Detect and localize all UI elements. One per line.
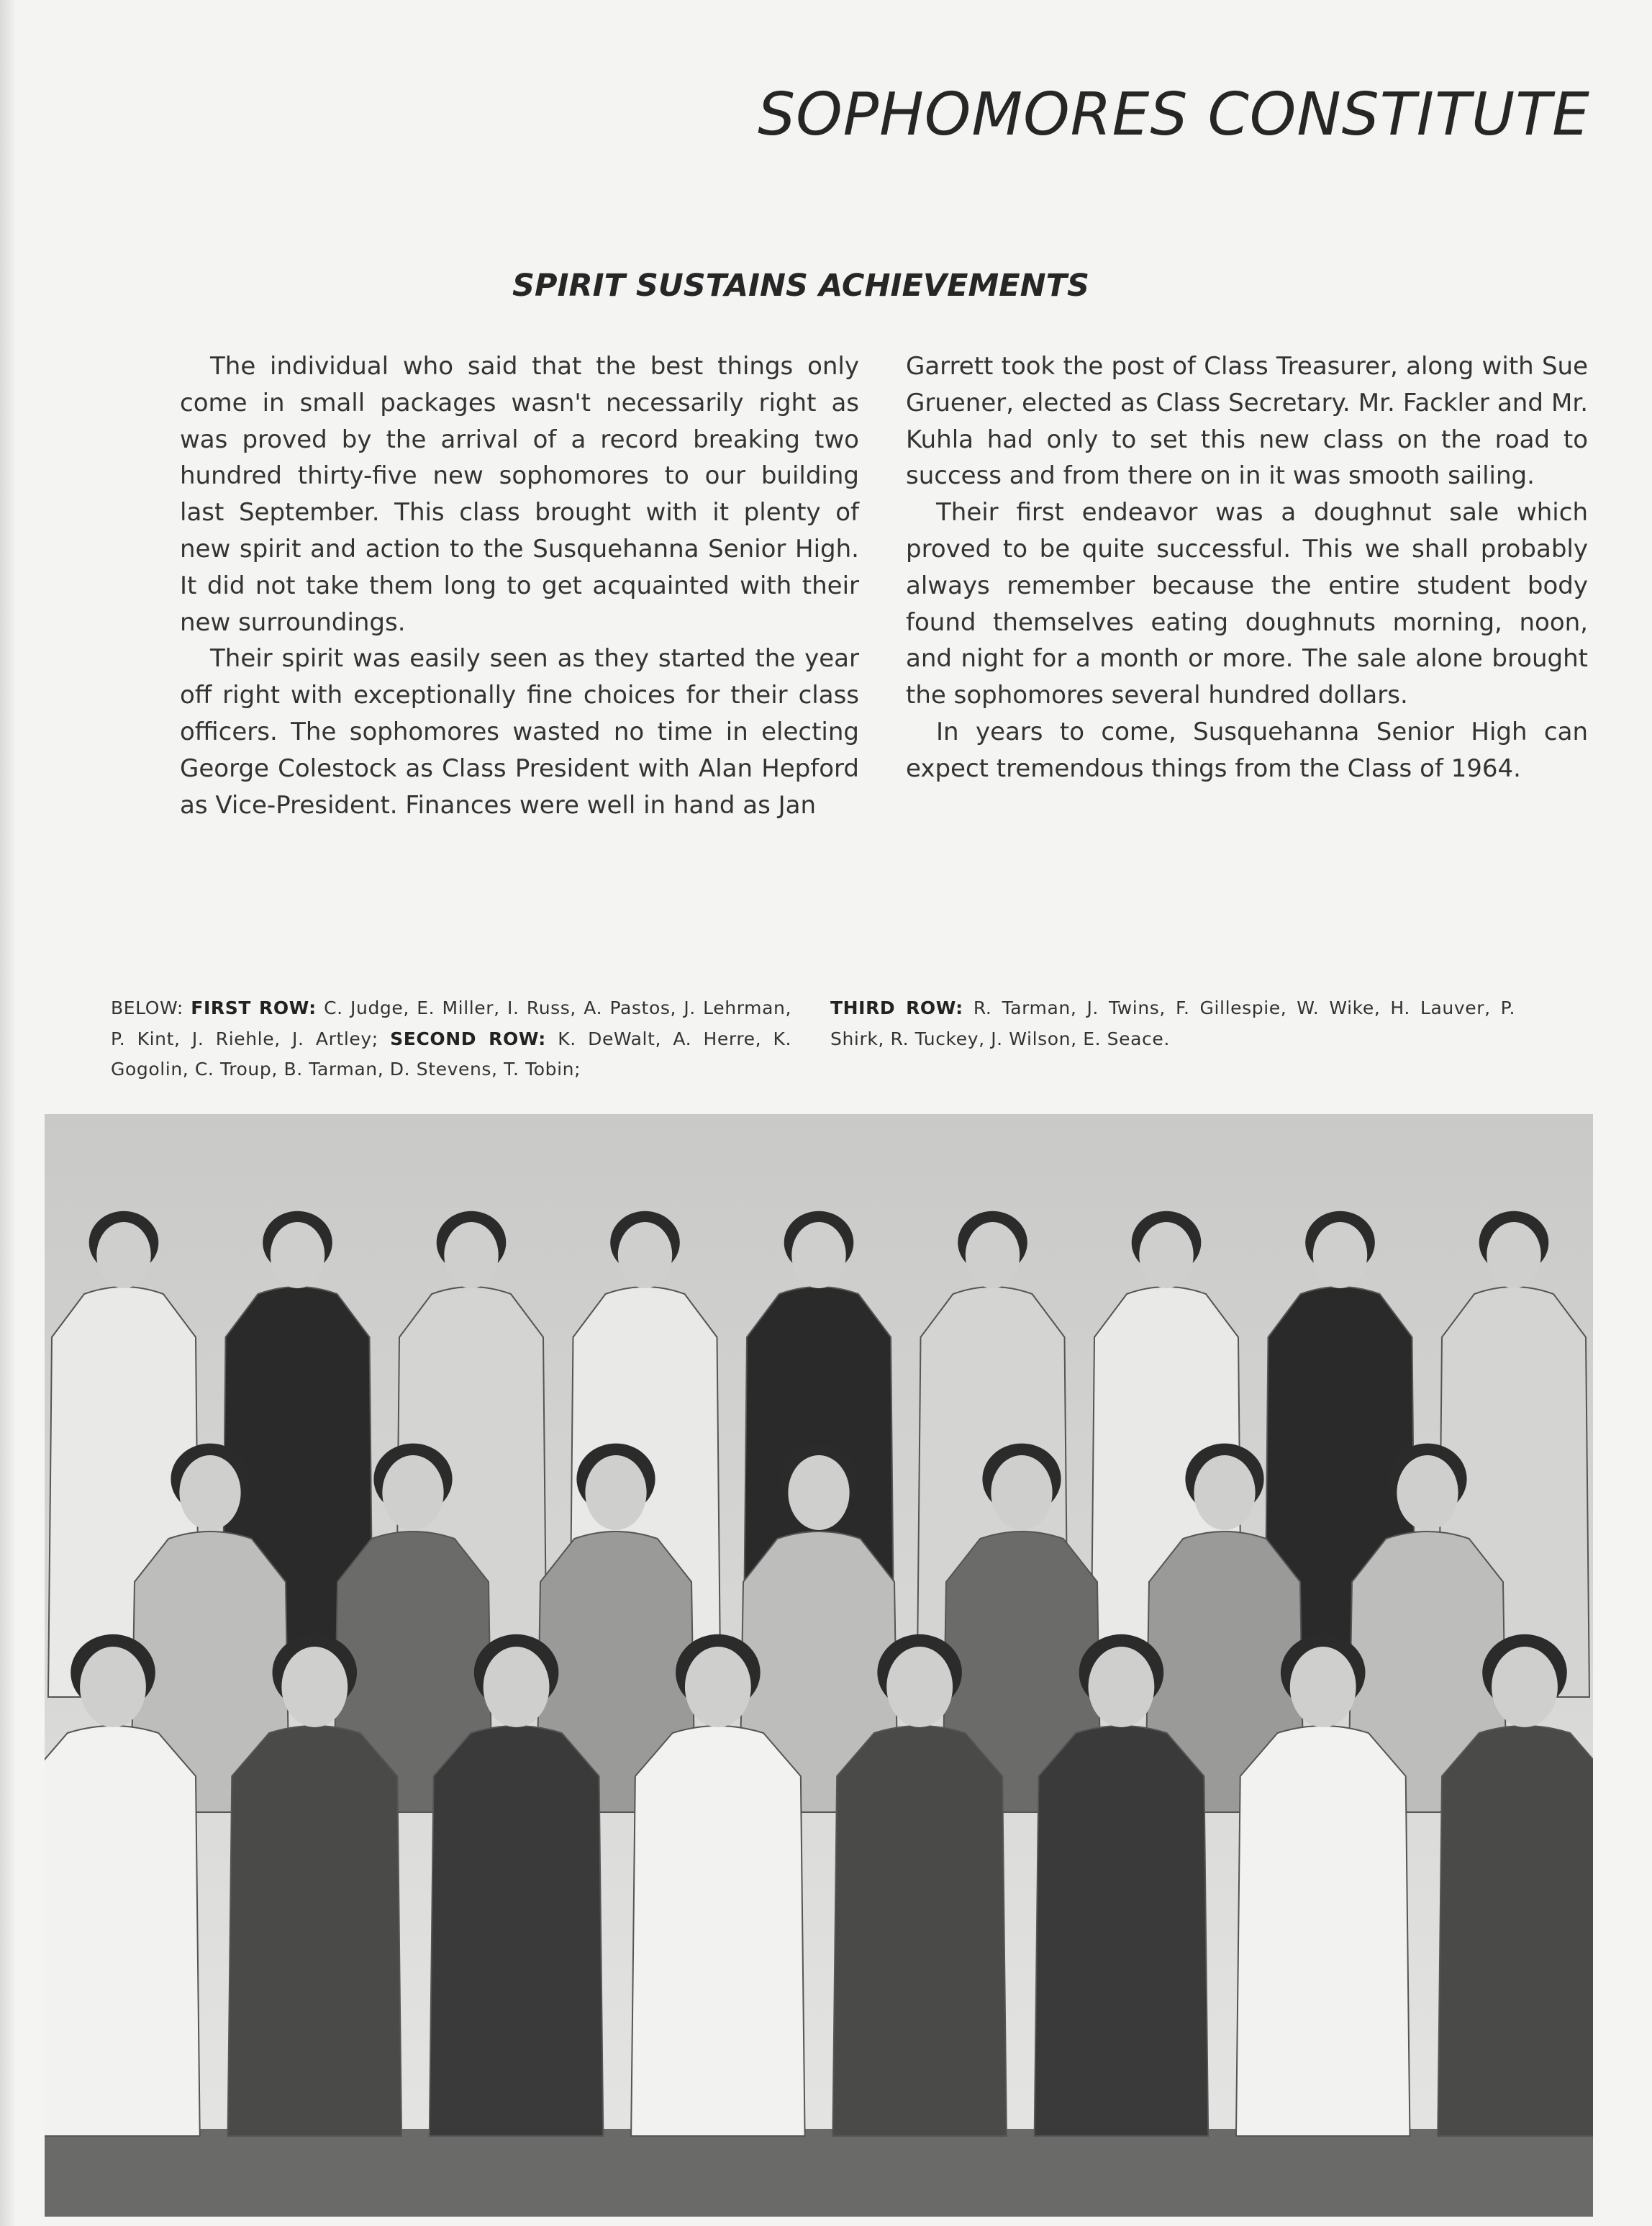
student-face [444, 1222, 498, 1288]
student-face [685, 1647, 751, 1727]
student-face [1089, 1647, 1155, 1727]
student-face [618, 1222, 672, 1288]
article-paragraph: Garrett took the post of Class Treasurer, along with Sue Gruener, elected as Class Secretary. Mr. Fackler and Mr. Kuhla had only to set this new class on the road to success and from there on in it was smooth sailing. [906, 352, 1588, 491]
student-body [631, 1726, 805, 2136]
photo-caption-left [111, 993, 791, 1085]
caption-first-row-label: FIRST ROW: [191, 997, 317, 1018]
student-face [991, 1455, 1052, 1530]
student-face [886, 1647, 953, 1727]
class-group-photo [45, 1114, 1593, 2217]
student-face [788, 1455, 849, 1530]
student-body [1236, 1726, 1410, 2136]
group-photo-illustration [45, 1114, 1593, 2217]
article-paragraph: Their spirit was easily seen as they started the year off right with exceptionally fine choices for their class officers. The sophomores wasted no time in electing George Colestock as Class President with Alan Hepford as Vice-President. Finances were well in hand as Jan [180, 644, 859, 820]
student-face [1487, 1222, 1540, 1288]
student-face [281, 1647, 348, 1727]
caption-first-row-names: C. Judge, E. Miller, I. Russ, A. Pastos, J. Lehrman, P. Kint, J. Riehle, J. Artley; [111, 997, 791, 1049]
student-face [80, 1647, 146, 1727]
student-face [179, 1455, 240, 1530]
caption-second-row-label: SECOND ROW: [390, 1028, 546, 1049]
student-body [1035, 1726, 1209, 2136]
caption-third-row-names: R. Tarman, J. Twins, F. Gillespie, W. Wike, H. Lauver, P. Shirk, R. Tuckey, J. Wilson, E. Seace. [830, 997, 1515, 1049]
student-face [1313, 1222, 1367, 1288]
article-paragraph: The individual who said that the best things only come in small packages wasn't necessarily right as was proved by the arrival of a record breaking two hundred thirty-five new sophomores to our building last September. This class brought with it plenty of new spirit and action to the Susquehanna Senior High. It did not take them long to get acquainted with their new surroundings. [180, 352, 859, 637]
student-face [585, 1455, 646, 1530]
page-title: SOPHOMORES CONSTITUTE [758, 81, 1590, 149]
article-paragraph: In years to come, Susquehanna Senior High can expect tremendous things from the Class of 1964. [906, 717, 1588, 783]
student-face [966, 1222, 1020, 1288]
student-face [791, 1222, 845, 1288]
caption-intro: BELOW: [111, 997, 183, 1018]
student-face [484, 1647, 550, 1727]
photo-floor [45, 2129, 1593, 2217]
student-face [1194, 1455, 1255, 1530]
student-body [430, 1726, 604, 2136]
caption-second-row-names: K. DeWalt, A. Herre, K. Gogolin, C. Troup, B. Tarman, D. Stevens, T. Tobin; [111, 1028, 792, 1080]
article-column-left [180, 348, 859, 823]
article-column-right [906, 348, 1588, 787]
article-subtitle: SPIRIT SUSTAINS ACHIEVEMENTS [512, 268, 1089, 304]
caption-third-row-label: THIRD ROW: [830, 997, 963, 1018]
student-body [45, 1726, 200, 2136]
student-body [832, 1726, 1007, 2136]
student-face [96, 1222, 150, 1288]
student-body [1438, 1726, 1593, 2136]
page-binding-shadow [0, 0, 16, 2226]
student-face [382, 1455, 443, 1530]
student-face [271, 1222, 324, 1288]
student-face [1397, 1455, 1458, 1530]
student-face [1290, 1647, 1356, 1727]
photo-caption-right [830, 993, 1515, 1054]
student-face [1139, 1222, 1193, 1288]
student-face [1492, 1647, 1558, 1727]
student-body [228, 1726, 402, 2136]
article-paragraph: Their first endeavor was a doughnut sale which proved to be quite successful. This we shall probably always remember because the entire student body found themselves eating doughnuts morning, noon, and night for a month or more. The sale alone brought the sophomores several hundred dollars. [906, 498, 1588, 710]
